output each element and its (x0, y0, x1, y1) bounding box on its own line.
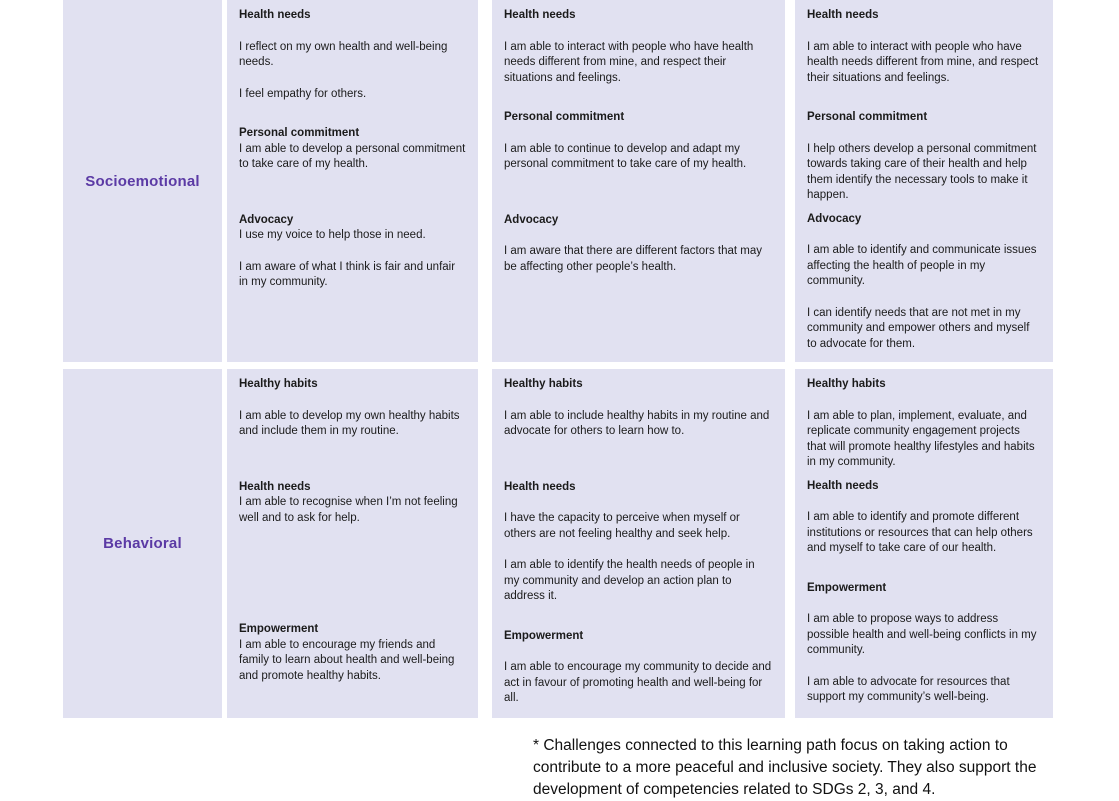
section-paragraph: I am able to recognise when I’m not feeling well and to ask for help. (239, 496, 458, 524)
section-paragraph: I am able to plan, implement, evaluate, and replicate community engagement projects that will promote healthy lifestyles and habits in my community. (807, 409, 1035, 468)
section-paragraph: I am able to continue to develop and adapt my personal commitment to take care of my health. (504, 142, 747, 170)
section-title: Health needs (807, 9, 879, 21)
section-paragraph: I am aware of what I think is fair and unfair in my community. (239, 260, 456, 288)
cell-section (239, 480, 466, 527)
section-paragraph: I can identify needs that are not met in my community and empower others and myself to advocate for them. (807, 306, 1030, 350)
section-title: Health needs (239, 9, 311, 21)
section-paragraph: I reflect on my own health and well-being needs. (239, 40, 448, 68)
footnote: * Challenges connected to this learning path focus on taking action to contribute to a more peaceful and inclusive society. They also support the development of competencies related to SDGs 2, 3, and 4. (533, 737, 1037, 798)
section-paragraph: I am able to interact with people who have health needs different from mine, and respect their situations and feelings. (807, 40, 1039, 84)
section-paragraph: I feel empathy for others. (239, 87, 367, 100)
section-paragraph: I am able to advocate for resources that support my community’s well-being. (807, 675, 1010, 703)
cell-section (239, 8, 466, 102)
matrix-cell (227, 0, 478, 362)
section-paragraph: I use my voice to help those in need. (239, 229, 426, 241)
matrix-cell (492, 0, 785, 362)
section-paragraph: I help others develop a personal commitment towards taking care of their health and help them identify the necessary tools to make it happen. (807, 142, 1037, 201)
section-paragraph: I am able to develop my own healthy habits and include them in my routine. (239, 409, 460, 437)
section-paragraph: I am able to identify the health needs of people in my community and develop an action plan to address it. (504, 559, 755, 602)
matrix-cell (492, 369, 785, 718)
section-title: Health needs (504, 480, 576, 493)
section-paragraph: I am able to include healthy habits in my routine and advocate for others to learn how to. (504, 409, 770, 437)
cell-section (807, 110, 1041, 204)
competency-matrix-table (63, 0, 1119, 718)
section-paragraph: I am aware that there are different factors that may be affecting other people’s health. (504, 245, 763, 273)
cell-section (239, 126, 466, 173)
section-paragraph: I am able to develop a personal commitment to take care of my health. (239, 142, 466, 170)
cell-section (504, 8, 773, 86)
matrix-cell (227, 369, 478, 718)
cell-section (504, 480, 773, 605)
section-title: Empowerment (239, 623, 319, 635)
section-title: Empowerment (504, 629, 584, 642)
section-paragraph: I am able to identify and promote different institutions or resources that can help others and myself to take care of our health. (807, 511, 1033, 554)
section-paragraph: I am able to encourage my community to decide and act in favour of promoting health and well-being for all. (504, 661, 772, 704)
row-label: Behavioral (63, 369, 222, 718)
section-paragraph: I have the capacity to perceive when myself or others are not feeling healthy and seek help. (504, 512, 740, 540)
cell-section (807, 8, 1041, 86)
cell-section (504, 213, 773, 276)
table-row (63, 369, 1119, 718)
cell-section (807, 581, 1041, 706)
cell-section (807, 377, 1041, 471)
section-title: Advocacy (807, 212, 862, 225)
cell-section (807, 212, 1041, 353)
section-title: Healthy habits (239, 378, 318, 390)
section-title: Advocacy (504, 213, 559, 226)
table-row (63, 0, 1119, 362)
cell-section (239, 377, 466, 440)
section-title: Health needs (239, 480, 311, 493)
section-title: Advocacy (239, 213, 294, 226)
cell-section (504, 110, 773, 173)
matrix-cell (795, 0, 1053, 362)
cell-section (504, 377, 773, 440)
section-title: Healthy habits (504, 378, 583, 390)
section-paragraph: I am able to identify and communicate issues affecting the health of people in my community. (807, 244, 1037, 287)
section-title: Healthy habits (807, 378, 886, 390)
cell-section (504, 629, 773, 707)
cell-section (239, 213, 466, 291)
row-label: Socioemotional (63, 0, 222, 362)
cell-section (807, 479, 1041, 557)
section-paragraph: I am able to interact with people who have health needs different from mine, and respect their situations and feelings. (504, 40, 754, 84)
matrix-cell (795, 369, 1053, 718)
section-title: Personal commitment (239, 127, 360, 139)
section-title: Personal commitment (807, 111, 928, 123)
cell-section (239, 622, 466, 684)
section-paragraph: I am able to propose ways to address possible health and well-being conflicts in my community. (807, 613, 1037, 656)
section-title: Personal commitment (504, 111, 625, 123)
section-title: Empowerment (807, 581, 887, 594)
section-title: Health needs (807, 479, 879, 492)
section-title: Health needs (504, 9, 576, 21)
section-paragraph: I am able to encourage my friends and family to learn about health and well-being and promote healthy habits. (239, 638, 455, 682)
